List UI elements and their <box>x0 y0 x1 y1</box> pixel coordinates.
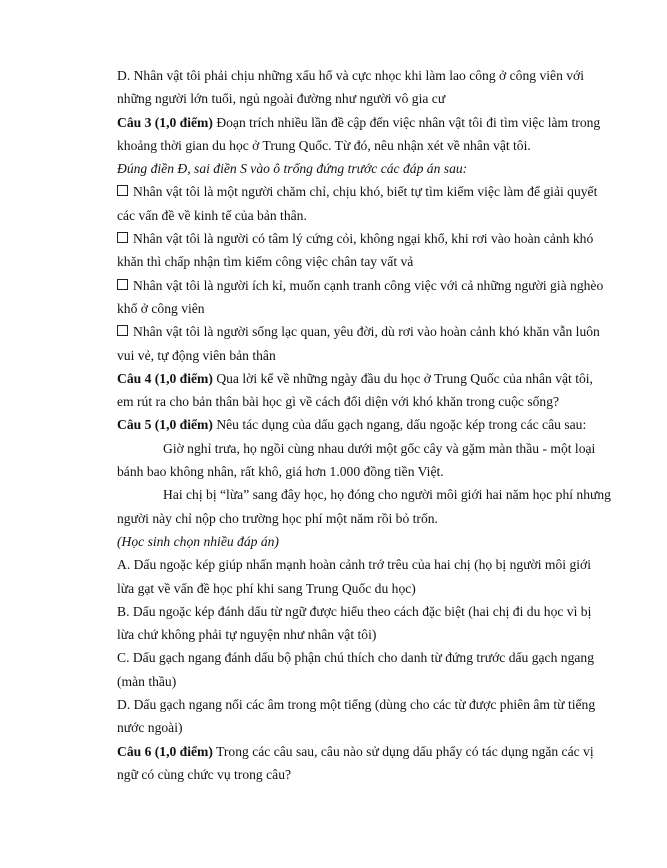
checkbox-option-1 <box>117 180 603 203</box>
text-line: nước ngoài) <box>117 720 183 736</box>
answer-option-a: A. Dấu ngoặc kép giúp nhấn mạnh hoàn cảnh trớ trêu của hai chị (họ bị người môi giới <box>117 557 592 573</box>
checkbox-option-3 <box>117 274 603 297</box>
text-line: người này chỉ nộp cho trường học phí một năm rồi bỏ trốn. <box>117 510 438 526</box>
instruction-line: (Học sinh chọn nhiều đáp án) <box>117 533 279 549</box>
question-text: Đoạn trích nhiều lần đề cập đến việc nhân vật tôi đi tìm việc làm trong <box>212 114 601 130</box>
answer-option-c: C. Dấu gạch ngang đánh dấu bộ phận chú thích cho danh từ đứng trước dấu gạch ngang <box>117 650 595 666</box>
question-4 <box>117 367 603 390</box>
text-line: lừa chứ không phải tự nguyện như nhân vật tôi) <box>117 627 377 643</box>
instruction-line: Đúng điền Đ, sai điền S vào ô trống đứng trước các đáp án sau: <box>117 161 468 177</box>
text-line: bánh bao không nhân, rất khô, giá hơn 1.000 đồng tiền Việt. <box>117 464 444 480</box>
checkbox-option-4 <box>117 320 603 343</box>
text-line: lừa gạt về vấn đề học phí khi sang Trung Quốc du học) <box>117 580 416 596</box>
option-text: Nhân vật tôi là một người chăm chỉ, chịu khó, biết tự tìm kiếm việc làm để giải quyết <box>133 184 598 200</box>
option-text: Nhân vật tôi là người ích kỉ, muốn cạnh tranh công việc với cả những người già nghèo <box>133 277 604 293</box>
text-line: em rút ra cho bản thân bài học gì về cách đối diện với khó khăn trong cuộc sống? <box>117 394 560 410</box>
checkbox-icon[interactable] <box>117 185 128 196</box>
question-label: Câu 4 (1,0 điểm) <box>117 370 213 386</box>
quoted-sentence: Giờ nghỉ trưa, họ ngồi cùng nhau dưới một gốc cây và gặm màn thầu - một loại <box>163 440 596 456</box>
text-line: những người lớn tuổi, ngủ ngoài đường như người vô gia cư <box>117 91 446 107</box>
checkbox-option-2 <box>117 227 603 250</box>
text-line: (màn thầu) <box>117 673 177 689</box>
option-text: Nhân vật tôi là người sống lạc quan, yêu đời, dù rơi vào hoàn cảnh khó khăn vẫn luôn <box>133 324 600 340</box>
quoted-sentence: Hai chị bị “lừa” sang đây học, họ đóng cho người môi giới hai năm học phí nhưng <box>163 487 611 503</box>
text-line: khổ ở công viên <box>117 300 205 316</box>
question-6 <box>117 740 603 763</box>
text-line: vui vẻ, tự động viên bản thân <box>117 347 276 363</box>
question-5 <box>117 413 603 436</box>
option-text: Nhân vật tôi là người có tâm lý cứng cỏi, không ngại khổ, khi rơi vào hoàn cảnh khó <box>133 231 594 247</box>
checkbox-icon[interactable] <box>117 232 128 243</box>
checkbox-icon[interactable] <box>117 279 128 290</box>
text-line: khăn thì chấp nhận tìm kiếm công việc chân tay vất vả <box>117 254 414 270</box>
question-text: Trong các câu sau, câu nào sử dụng dấu phẩy có tác dụng ngăn các vị <box>212 743 594 759</box>
text-line: khoảng thời gian du học ở Trung Quốc. Từ đó, nêu nhận xét về nhân vật tôi. <box>117 137 531 153</box>
question-label: Câu 5 (1,0 điểm) <box>117 417 213 433</box>
document-page <box>117 64 611 786</box>
answer-option-d: D. Dấu gạch ngang nối các âm trong một tiếng (dùng cho các từ được phiên âm từ tiếng <box>117 697 596 713</box>
text-line: D. Nhân vật tôi phải chịu những xấu hổ và cực nhọc khi làm lao công ở công viên với <box>117 68 585 83</box>
question-label: Câu 3 (1,0 điểm) <box>117 114 213 130</box>
text-line: các vấn đề về kinh tế của bản thân. <box>117 207 307 223</box>
text-line: ngữ có cùng chức vụ trong câu? <box>117 766 292 782</box>
question-3 <box>117 111 603 134</box>
answer-option-b: B. Dấu ngoặc kép đánh dấu từ ngữ được hiểu theo cách đặc biệt (hai chị đi du học vì bị <box>117 603 592 619</box>
question-text: Qua lời kể về những ngày đầu du học ở Trung Quốc của nhân vật tôi, <box>212 370 593 386</box>
checkbox-icon[interactable] <box>117 325 128 336</box>
question-label: Câu 6 (1,0 điểm) <box>117 743 213 759</box>
question-text: Nêu tác dụng của dấu gạch ngang, dấu ngoặc kép trong các câu sau: <box>212 417 587 433</box>
